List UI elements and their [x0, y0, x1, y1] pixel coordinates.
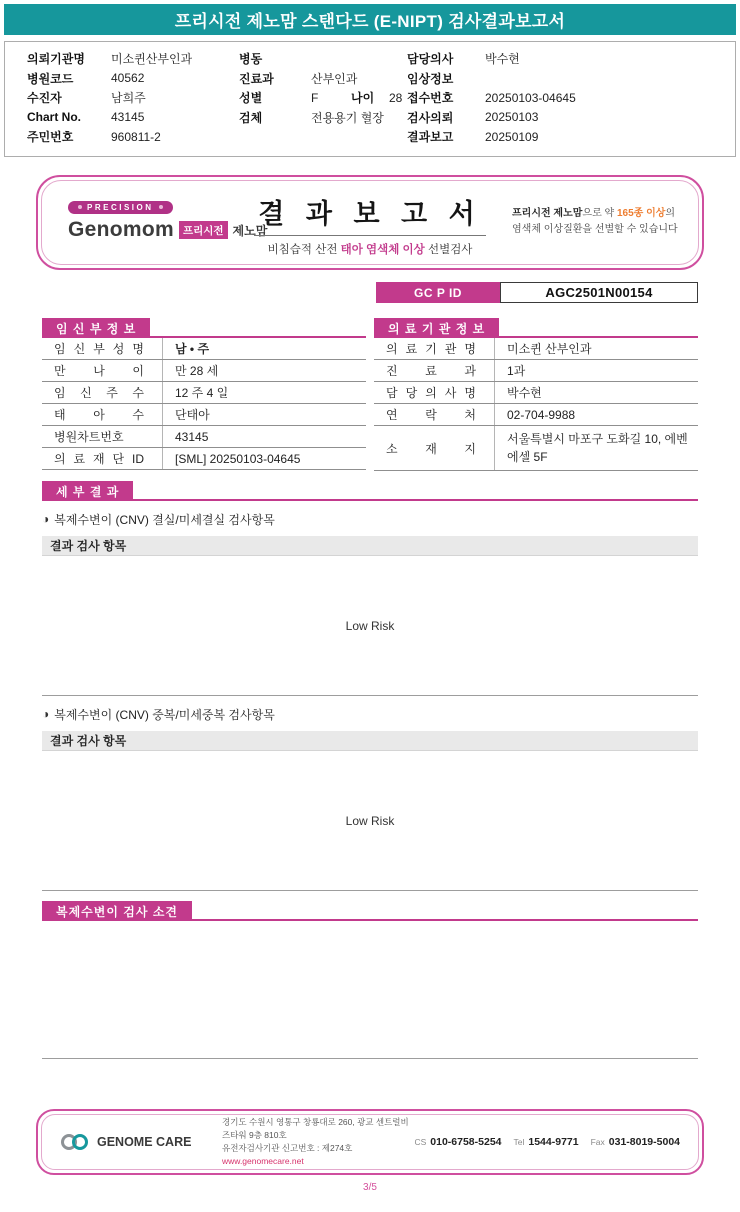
- report-body: [42, 282, 698, 1059]
- genome-care-logo-icon: [60, 1132, 90, 1152]
- info-label: 담당의사: [407, 52, 454, 67]
- patient-info-col3: [407, 49, 576, 147]
- contact-label: Fax: [590, 1137, 605, 1147]
- maternal-table-header: [42, 318, 366, 338]
- header-rule: [499, 318, 698, 338]
- detail-results-section-header: [42, 481, 698, 501]
- tagline-brand: 프리시전 제노맘: [512, 208, 583, 219]
- tagline-mid: 으로 약: [582, 208, 617, 219]
- row-value: 박수현: [494, 382, 698, 403]
- gc-p-id-value: AGC2501N00154: [500, 282, 698, 303]
- table-row-chart-number: [42, 426, 366, 448]
- doc-subtitle: [254, 235, 486, 257]
- info-row-resident-id: [27, 127, 192, 147]
- opinion-section-header: [42, 901, 698, 921]
- cnv-duplication-result: Low Risk: [345, 813, 395, 828]
- subtitle-accent: 태아 염색체 이상: [340, 244, 425, 256]
- brand-line: [68, 218, 267, 242]
- row-label-text: 소 재 지: [386, 441, 476, 456]
- result-column-header: 결과 검사 항목: [42, 536, 698, 556]
- footer-contacts: [414, 1136, 680, 1148]
- table-row-clinic-name: [374, 338, 698, 360]
- info-value: 미소퀸산부인과: [111, 52, 193, 67]
- info-label: 주민번호: [27, 130, 74, 145]
- row-label: [42, 404, 162, 425]
- detail-results-title: 세 부 결 과: [42, 481, 133, 501]
- report-doc-title-block: [254, 192, 486, 257]
- header-rule: [150, 318, 366, 338]
- info-value: 20250103: [485, 110, 539, 125]
- row-value: 02-704-9988: [494, 404, 698, 425]
- info-row-ordering-org: [27, 49, 192, 69]
- table-row-lab-id: [42, 448, 366, 470]
- info-label: 병원코드: [27, 71, 74, 86]
- patient-info-panel: [4, 41, 736, 157]
- info-label: 검사의뢰: [407, 110, 454, 125]
- info-row-chart-no: [27, 108, 192, 128]
- half-circle-icon: ◑: [42, 707, 50, 721]
- tagline-accent: 165종 이상: [616, 208, 666, 219]
- row-label-text: 담 당 의 사 명: [386, 386, 476, 400]
- genome-care-logo-text: GENOME CARE: [97, 1135, 192, 1149]
- table-row-clinic-dept: [374, 360, 698, 382]
- row-label: [42, 448, 162, 469]
- row-label: [374, 338, 494, 359]
- info-value: 960811-2: [111, 129, 161, 144]
- info-value: 남희주: [111, 91, 146, 106]
- row-value: 만 28 세: [162, 360, 366, 381]
- maternal-table-title: 임 신 부 정 보: [42, 318, 150, 338]
- cnv-deletion-heading-text: 복제수변이 (CNV) 결실/미세결실 검사항목: [54, 512, 275, 527]
- row-value: 12 주 4 일: [162, 382, 366, 403]
- opinion-section-title: 복제수변이 검사 소견: [42, 901, 192, 921]
- contact-tel: [514, 1136, 579, 1148]
- report-document: [36, 175, 704, 1193]
- row-label-text: 의 료 기 관 명: [386, 342, 476, 356]
- contact-value: 031-8019-5004: [608, 1136, 680, 1148]
- info-value: 40562: [111, 71, 145, 86]
- info-value: 산부인과: [311, 71, 358, 86]
- table-row-clinic-phone: [374, 404, 698, 426]
- info-row-specimen: [239, 108, 402, 128]
- info-value: 20250109: [485, 129, 539, 144]
- info-value: 20250103-04645: [485, 90, 576, 105]
- info-row-patient-name: [27, 88, 192, 108]
- report-title-bar: [4, 4, 736, 35]
- cnv-deletion-heading: [42, 511, 698, 527]
- page-number: 3/5: [363, 1182, 377, 1193]
- dot-icon: [78, 205, 82, 209]
- contact-cs: [414, 1136, 501, 1148]
- info-label: 검체: [239, 110, 263, 125]
- info-value: 전용용기 혈장: [311, 110, 384, 125]
- clinic-table-title: 의 료 기 관 정 보: [374, 318, 499, 338]
- contact-label: CS: [414, 1137, 427, 1147]
- row-value: 단태아: [162, 404, 366, 425]
- row-value: 미소퀸 산부인과: [494, 338, 698, 359]
- row-label: [42, 360, 162, 381]
- row-label: [42, 426, 162, 447]
- table-row-mother-name: [42, 338, 366, 360]
- table-row-clinic-address: [374, 426, 698, 471]
- info-label: 나이: [351, 91, 375, 106]
- cnv-duplication-heading: [42, 706, 698, 722]
- header-tagline: [512, 206, 682, 237]
- cnv-deletion-result: Low Risk: [345, 618, 395, 633]
- report-header-frame: [36, 175, 704, 270]
- row-label-text: 병원차트번호: [54, 430, 124, 444]
- info-label: 임상정보: [407, 71, 454, 86]
- row-value: [SML] 20250103-04645: [162, 448, 366, 469]
- footer-address-line: 경기도 수원시 영통구 창룡대로 260, 광교 센트럴비즈타워 9층 810호: [222, 1116, 409, 1140]
- row-label: [374, 360, 494, 381]
- patient-info-col1: [27, 49, 192, 147]
- info-label: 병동: [239, 52, 263, 67]
- cnv-duplication-heading-text: 복제수변이 (CNV) 중복/미세중복 검사항목: [54, 707, 275, 722]
- row-label: [42, 338, 162, 359]
- subtitle-post: 선별검사: [424, 244, 473, 256]
- info-row-receipt-no: [407, 88, 576, 108]
- report-footer: [41, 1114, 699, 1170]
- row-value: 1과: [494, 360, 698, 381]
- patient-info-col2: [239, 49, 402, 127]
- row-label-text: 임 신 주 수: [54, 386, 144, 400]
- info-value: 28: [389, 90, 403, 105]
- report-footer-frame: [36, 1109, 704, 1175]
- table-row-age: [42, 360, 366, 382]
- row-label: [374, 404, 494, 425]
- info-label: Chart No.: [27, 110, 81, 125]
- subtitle-pre: 비침습적 산전: [267, 244, 341, 256]
- row-value: 서울특별시 마포구 도화길 10, 에벤에셀 5F: [494, 426, 698, 470]
- info-label: 진료과: [239, 71, 274, 86]
- contact-fax: [591, 1136, 680, 1148]
- info-label: 결과보고: [407, 130, 454, 145]
- info-row-clinical-info: [407, 69, 576, 89]
- info-tables: [42, 318, 698, 471]
- half-circle-icon: ◑: [42, 512, 50, 526]
- info-row-ward: [239, 49, 402, 69]
- info-value: 43145: [111, 110, 145, 125]
- contact-value: 010-6758-5254: [430, 1136, 502, 1148]
- report-header: [41, 180, 699, 265]
- clinic-table-header: [374, 318, 698, 338]
- info-row-test-request-date: [407, 108, 576, 128]
- tagline-end: 의 염색체 이상질환을 선별할 수 있습니다: [512, 208, 678, 235]
- table-row-clinic-doctor: [374, 382, 698, 404]
- dot-icon: [159, 205, 163, 209]
- precision-badge-label: PRECISION: [87, 202, 154, 212]
- brand-name-kr: 제노맘: [232, 223, 268, 238]
- info-label: 수진자: [27, 91, 62, 106]
- opinion-content-area: [42, 921, 698, 1059]
- brand-kr-badge: 프리시전: [179, 221, 228, 239]
- report-title: 프리시전 제노맘 스탠다드 (E-NIPT) 검사결과보고서: [174, 12, 566, 31]
- genome-care-logo: [60, 1132, 218, 1152]
- footer-address-block: [218, 1116, 414, 1169]
- row-label-text: 의 료 재 단 ID: [54, 452, 144, 466]
- clinic-info-table: [374, 318, 698, 471]
- row-value: 43145: [162, 426, 366, 447]
- info-row-hospital-code: [27, 69, 192, 89]
- row-label-text: 임 신 부 성 명: [54, 342, 144, 356]
- info-row-doctor: [407, 49, 576, 69]
- row-label-text: 연 락 처: [386, 408, 476, 422]
- row-label-text: 태 아 수: [54, 408, 144, 422]
- result-column-header: 결과 검사 항목: [42, 731, 698, 751]
- info-label: 접수번호: [407, 91, 454, 106]
- row-label-text: 진 료 과: [386, 364, 476, 378]
- row-label: [374, 382, 494, 403]
- info-value: F: [311, 90, 319, 105]
- contact-value: 1544-9771: [528, 1136, 579, 1148]
- header-rule: [192, 901, 698, 921]
- table-row-gestation: [42, 382, 366, 404]
- info-row-sex-age: [239, 88, 402, 108]
- doc-title: 결 과 보 고 서: [258, 199, 482, 229]
- info-label: 의뢰기관명: [27, 52, 85, 67]
- gc-p-id-row: [376, 282, 698, 303]
- gc-p-id-label: GC P ID: [376, 282, 500, 303]
- info-label: 성별: [239, 91, 263, 106]
- maternal-info-table: [42, 318, 366, 471]
- info-row-department: [239, 69, 402, 89]
- table-row-fetus-count: [42, 404, 366, 426]
- precision-badge: [68, 201, 173, 214]
- brand-name-en: Genomom: [68, 218, 174, 241]
- contact-label: Tel: [513, 1137, 525, 1147]
- row-label: [374, 426, 494, 470]
- footer-license-line: 유전자검사기관 신고번호 : 제274호: [222, 1143, 353, 1153]
- row-label-text: 만 나 이: [54, 364, 144, 378]
- cnv-duplication-result-area: [42, 751, 698, 891]
- info-row-result-report-date: [407, 127, 576, 147]
- info-value: 박수현: [485, 52, 520, 67]
- cnv-deletion-result-area: [42, 556, 698, 696]
- row-value: 남 • 주: [162, 338, 366, 359]
- row-label: [42, 382, 162, 403]
- header-rule: [133, 481, 698, 501]
- footer-website-link[interactable]: www.genomecare.net: [222, 1156, 304, 1167]
- genomom-logo: [68, 196, 267, 242]
